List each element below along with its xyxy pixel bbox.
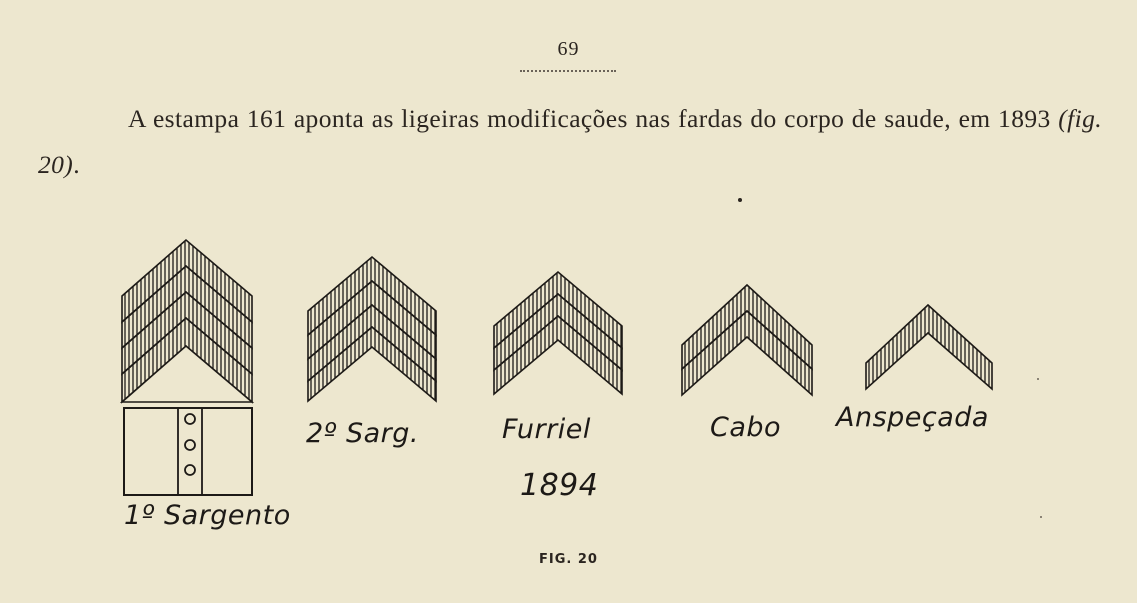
label-furriel: Furriel [502,414,591,445]
page-number: 69 [557,38,580,60]
body-paragraph [38,96,1102,188]
cabo-insignia [680,283,814,401]
label-primeiro-sargento: 1º Sargento [124,500,291,531]
primeiro-sargento-insignia [120,238,256,500]
label-segundo-sargento: 2º Sarg. [306,418,419,449]
page-number-underline [520,66,616,72]
figure-caption: FIG. 20 [539,552,598,567]
figure-reference: (fig. 20) [38,104,1102,179]
print-speck [738,198,742,202]
print-speck [1040,516,1042,518]
anspecada-insignia [864,303,994,393]
paragraph-text: A estampa 161 aponta as ligeiras modificações nas fardas do corpo de saude, em 1893 [128,104,1059,133]
segundo-sargento-insignia [306,255,438,405]
print-speck [1037,378,1039,380]
paragraph-end: . [73,150,80,179]
furriel-insignia [492,270,624,400]
label-cabo: Cabo [710,412,782,443]
label-anspecada: Anspeçada [836,402,989,433]
figure-year: 1894 [520,468,599,503]
